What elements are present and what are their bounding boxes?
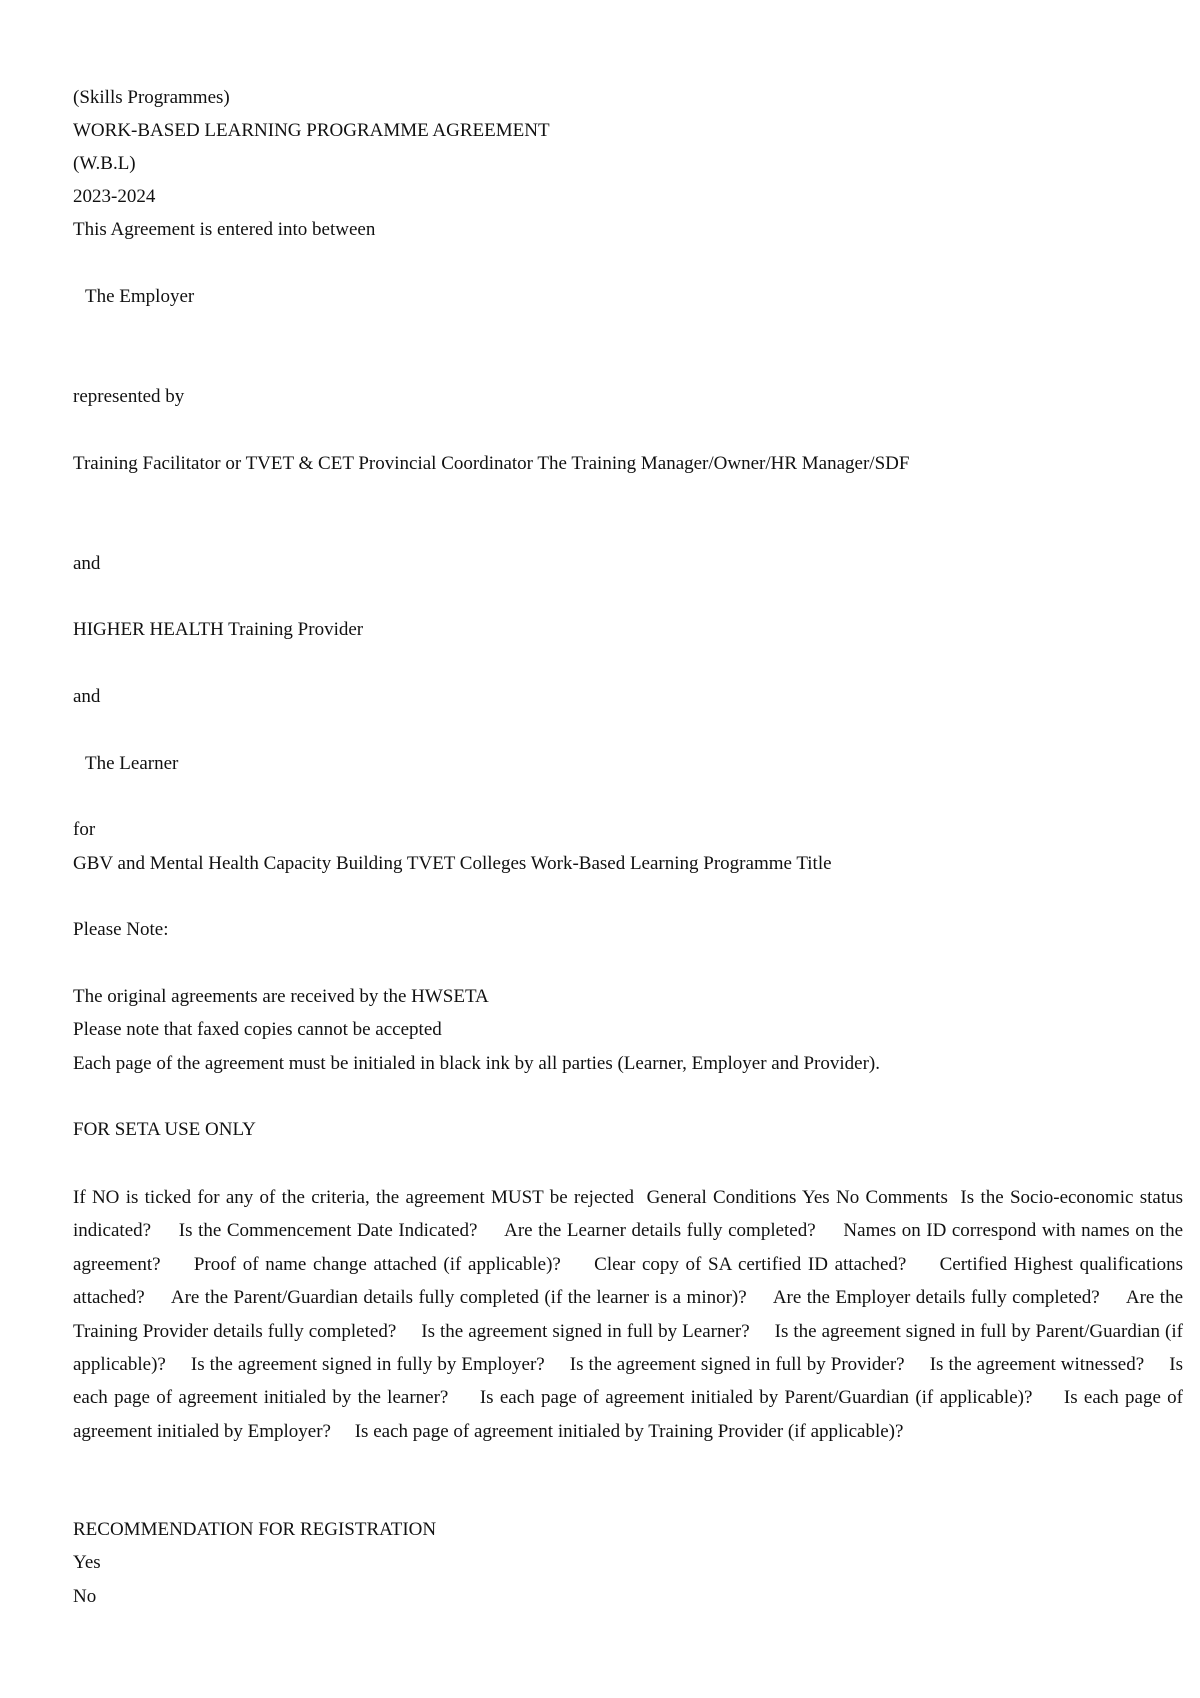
programme-title: GBV and Mental Health Capacity Building TVET Colleges Work-Based Learning Programme Title [73, 853, 832, 874]
recommendation-heading: RECOMMENDATION FOR REGISTRATION [73, 1519, 437, 1540]
and-separator: and [73, 686, 101, 707]
seta-criteria-text: If NO is ticked for any of the criteria, the agreement MUST be rejected General Conditions Yes No Comments Is the Socio-economic status indicated? Is the Commencement Date Indicated? Are the Learner details fully completed? Names on ID correspond with names on the agreement? Proof of name change attached (if applicable)? Clear copy of SA certified ID attached? Certified Highest qualifications attached? Are the Parent/Guardian details fully completed (if the learner is a minor)? Are the Employer details fully completed? Are the Training Provider details fully completed? Is the agreement signed in full by Learner? Is the agreement signed in full by Parent/Guardian (if applicable)? Is the agreement signed in fully by Employer? Is the agreement signed in full by Provider? Is the agreement witnessed? Is each page of agreement initialed by the learner? Is each page of agreement initialed by Parent/Guardian (if applicable)? Is each page of agreement initialed by Employer? Is each page of agreement initialed by Training Provider (if applicable)? [73, 1187, 1188, 1442]
party-representatives: Training Facilitator or TVET & CET Provincial Coordinator The Training Manager/Owner/HR Manager/SDF [73, 453, 910, 474]
notes-heading: Please Note: [73, 919, 169, 940]
intro-text: This Agreement is entered into between [73, 219, 376, 240]
document-subtitle: (Skills Programmes) [73, 87, 230, 108]
for-label: for [73, 819, 96, 840]
represented-by-label: represented by [73, 386, 185, 407]
note-item: Each page of the agreement must be initialed in black ink by all parties (Learner, Employer and Provider). [73, 1053, 880, 1074]
party-learner: The Learner [85, 753, 179, 774]
recommendation-no: No [73, 1586, 97, 1607]
document-title: WORK-BASED LEARNING PROGRAMME AGREEMENT [73, 120, 550, 141]
party-provider: HIGHER HEALTH Training Provider [73, 619, 364, 640]
document-abbreviation: (W.B.L) [73, 153, 136, 174]
note-item: The original agreements are received by the HWSETA [73, 986, 489, 1007]
document-year: 2023-2024 [73, 186, 156, 207]
and-separator: and [73, 553, 101, 574]
recommendation-yes: Yes [73, 1552, 101, 1573]
party-employer: The Employer [85, 286, 195, 307]
note-item: Please note that faxed copies cannot be accepted [73, 1019, 442, 1040]
seta-heading: FOR SETA USE ONLY [73, 1119, 256, 1140]
